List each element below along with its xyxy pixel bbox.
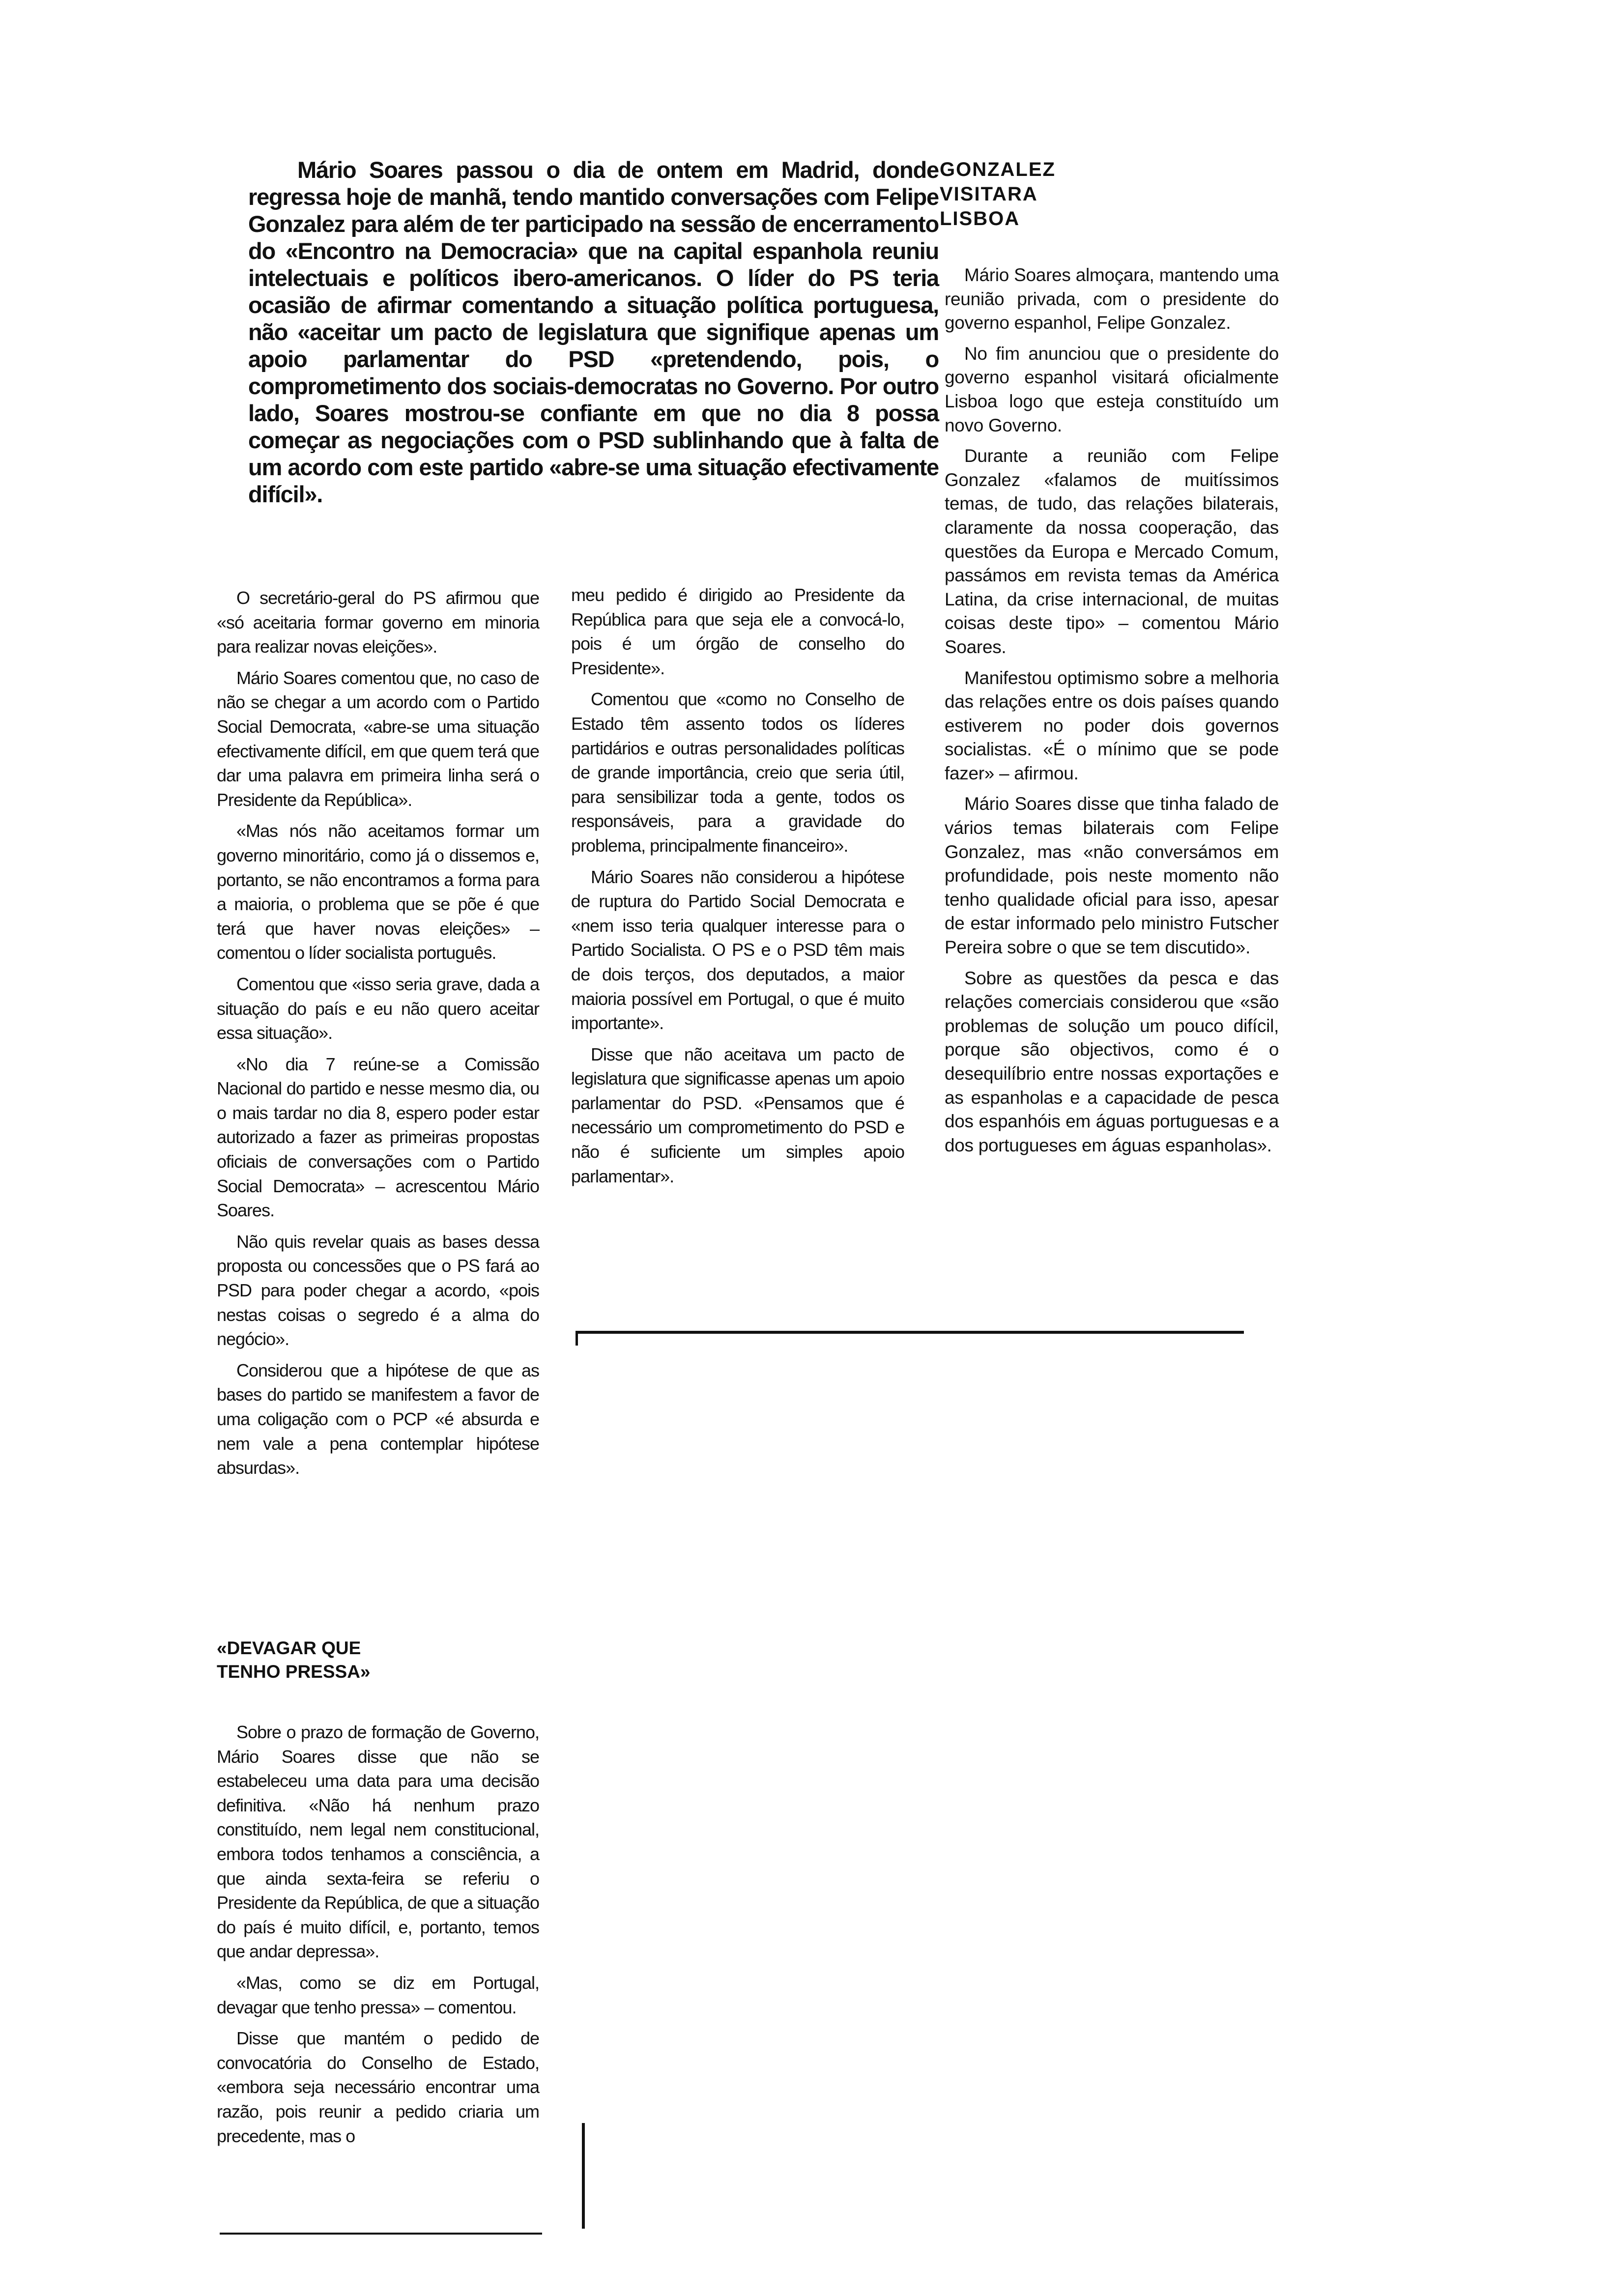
heading-line: «DEVAGAR QUE — [217, 1638, 361, 1658]
heading-line: LISBOA — [940, 208, 1020, 230]
paragraph: Durante a reunião com Felipe Gonzalez «falamos de muitíssimos temas, de tudo, das relações bilaterais, claramente da nossa cooperação, das questões da Europa e Mercado Comum, passámos em revista temas da América Latina, da crise internacional, de muitas coisas deste tipo» – comentou Mário Soares. — [945, 446, 1279, 657]
paragraph: O secretário-geral do PS afirmou que «só aceitaria formar governo em minoria para realizar novas eleições». — [217, 588, 539, 657]
paragraph: Mário Soares almoçara, mantendo uma reunião privada, com o presidente do governo espanhol, Felipe Gonzalez. — [945, 265, 1279, 333]
paragraph: «No dia 7 reúne-se a Comissão Nacional do partido e nesse mesmo dia, ou o mais tardar no dia 8, espero poder estar autorizado a fazer as primeiras propostas oficiais de conversações com o Partido Social Democrata» – acrescentou Mário Soares. — [217, 1054, 539, 1221]
paragraph: No fim anunciou que o presidente do governo espanhol visitará oficialmente Lisboa logo que esteja constituído um novo Governo. — [945, 343, 1279, 435]
column-2 — [571, 583, 904, 1195]
paragraph: «Mas, como se diz em Portugal, devagar que tenho pressa» – comentou. — [217, 1972, 539, 2017]
heading-line: TENHO PRESSA» — [217, 1662, 371, 1682]
paragraph: «Mas nós não aceitamos formar um governo minoritário, como já o dissemos e, portanto, se não encontramos a forma para a maioria, o problema que se põe é que terá que haver novas eleições» – comentou o líder socialista português. — [217, 821, 539, 963]
bottom-rule — [220, 2233, 542, 2235]
paragraph: Sobre o prazo de formação de Governo, Mário Soares disse que não se estabeleceu uma data para uma decisão definitiva. «Não há nenhum prazo constituído, nem legal nem constitucional, embora todos tenhamos a consciência, a que ainda sexta-feira se referiu o Presidente da República, de que a situação do país é muito difícil, e, portanto, temos que andar depressa». — [217, 1722, 539, 1962]
paragraph: Mário Soares disse que tinha falado de vários temas bilaterais com Felipe Gonzalez, mas «não conversámos em profundidade, pois neste momento não tenho qualidade oficial para isso, apesar de estar informado pelo ministro Futscher Pereira sobre o que se tem discutido». — [945, 794, 1279, 958]
heading-line: GONZALEZ — [940, 159, 1056, 180]
paragraph: meu pedido é dirigido ao Presidente da República para que seja ele a convocá-lo, pois é um órgão de conselho do Presidente». — [571, 585, 904, 678]
lead-text: Mário Soares passou o dia de ontem em Madrid, donde regressa hoje de manhã, tendo mantido conversações com Felipe Gonzalez para além de ter participado na sessão de encerramento do «Encontro na Democracia» que na capital espanhola reuniu intelectuais e políticos ibero-americanos. O líder do PS teria ocasião de afirmar comentando a situação política portuguesa, não «aceitar um pacto de legislatura que signifique apenas um apoio parlamentar do PSD «pretendendo, pois, o comprometimento dos sociais-democratas no Governo. Por outro lado, Soares mostrou-se confiante em que no dia 8 possa começar as negociações com o PSD sublinhando que à falta de um acordo com este partido «abre-se uma situação efectivamente difícil». — [248, 157, 939, 507]
paragraph: Comentou que «isso seria grave, dada a situação do país e eu não quero aceitar essa situação». — [217, 974, 539, 1043]
divider-rule — [576, 1331, 578, 1346]
paragraph: Disse que mantém o pedido de convocatória do Conselho de Estado, «embora seja necessário encontrar uma razão, pois reunir a pedido criaria um precedente, mas o — [217, 2028, 539, 2146]
column-3 — [945, 263, 1279, 1164]
paragraph: Considerou que a hipótese de que as bases do partido se manifestem a favor de uma coligação com o PCP «é absurda e nem vale a pena contemplar hipótese absurdas». — [217, 1360, 539, 1478]
column-1 — [217, 586, 539, 1487]
paragraph: Não quis revelar quais as bases dessa proposta ou concessões que o PS fará ao PSD para poder chegar a acordo, «pois nestas coisas o segredo é a alma do negócio». — [217, 1231, 539, 1349]
divider-rule — [576, 1331, 1244, 1334]
paragraph: Mário Soares comentou que, no caso de não se chegar a um acordo com o Partido Social Democrata, «abre-se uma situação efectivamente difícil, em que quem terá que dar uma palavra em primeira linha será o Presidente da República». — [217, 667, 539, 810]
column-1-continued — [217, 1720, 539, 2155]
lead-paragraph — [248, 156, 939, 508]
column-end-bar — [582, 2123, 585, 2229]
paragraph: Sobre as questões da pesca e das relações comerciais considerou que «são problemas de solução um pouco difícil, porque são objectivos, como é o desequilíbrio entre nossas exportações e as espanholas e a capacidade de pesca dos espanhóis em águas portuguesas e a dos portugueses em águas espanholas». — [945, 968, 1279, 1155]
paragraph: Manifestou optimismo sobre a melhoria das relações entre os dois países quando estiverem no poder dois governos socialistas. «É o mínimo que se pode fazer» – afirmou. — [945, 667, 1279, 783]
paragraph: Mário Soares não considerou a hipótese de ruptura do Partido Social Democrata e «nem isso teria qualquer interesse para o Partido Socialista. O PS e o PSD têm mais de dois terços, dos deputados, a maior maioria possível em Portugal, o que é muito importante». — [571, 866, 904, 1033]
heading-line: VISITARA — [940, 183, 1038, 205]
section-heading-devagar — [217, 1636, 371, 1684]
paragraph: Disse que não aceitava um pacto de legislatura que significasse apenas um apoio parlamentar do PSD. «Pensamos que é necessário um comprometimento do PSD e não é suficiente um simples apoio parlamentar». — [571, 1044, 904, 1186]
section-heading-gonzalez — [940, 157, 1056, 231]
paragraph: Comentou que «como no Conselho de Estado têm assento todos os líderes partidários e outras personalidades políticas de grande importância, creio que seria útil, para sensibilizar toda a gente, todos os responsáveis, para a gravidade do problema, principalmente financeiro». — [571, 689, 904, 856]
